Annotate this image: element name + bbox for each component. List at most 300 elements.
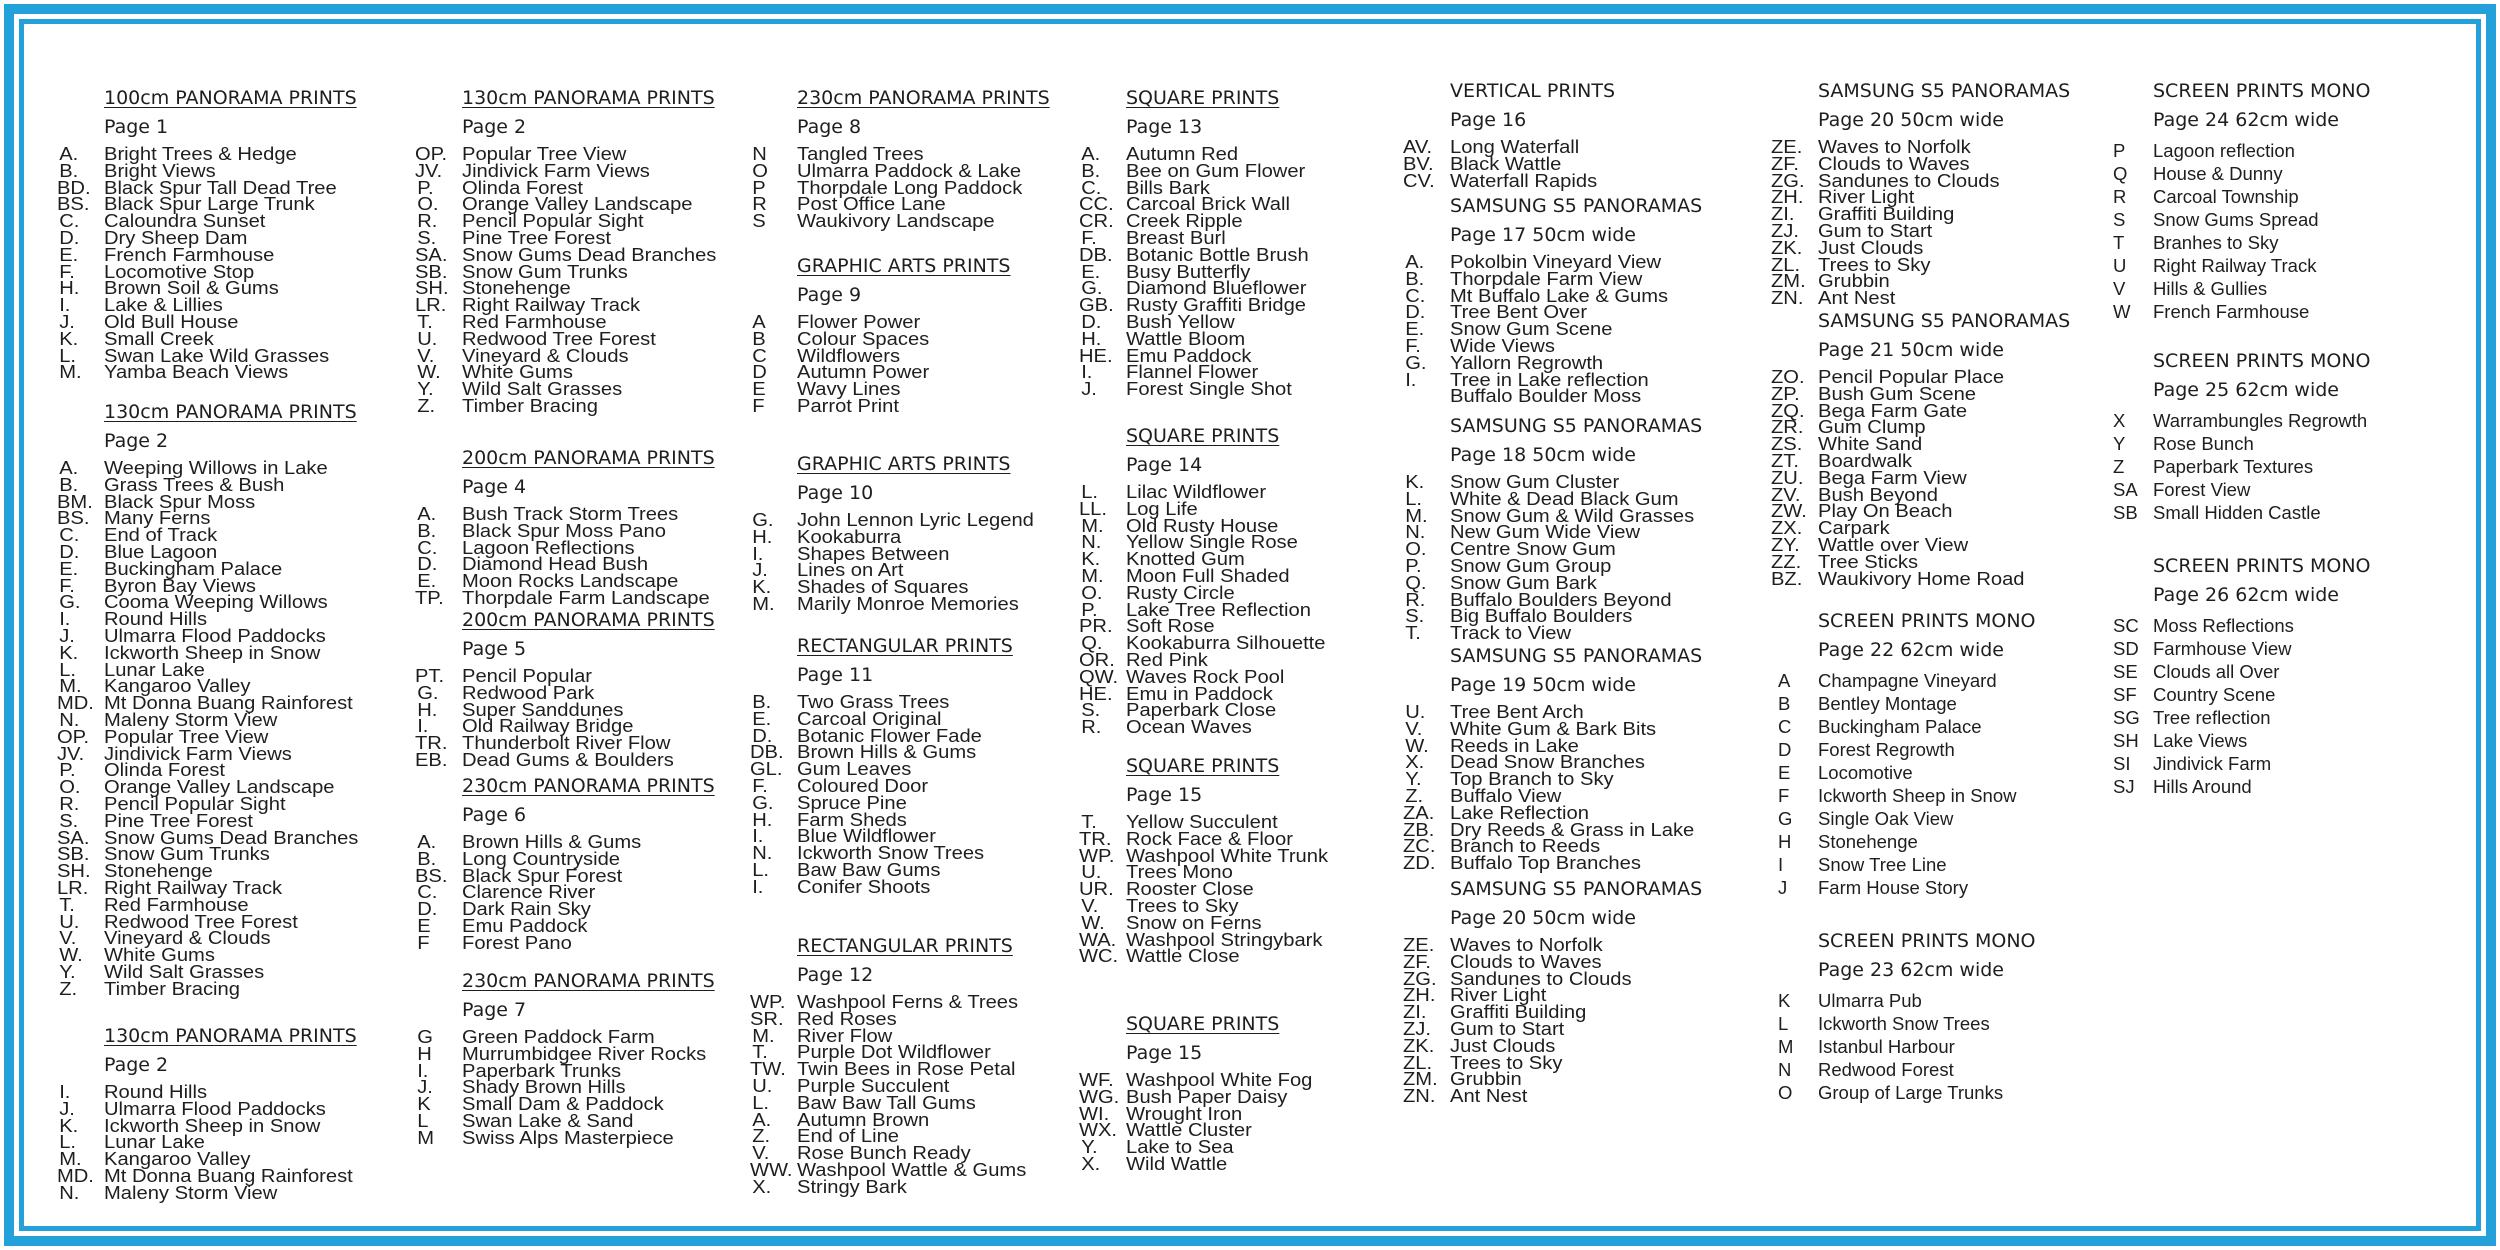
section-page: Page 10 (797, 482, 874, 504)
item-label: Trees Mono (1126, 862, 1233, 883)
item-label: Black Spur Moss (104, 491, 256, 512)
item-label: Waukivory Home Road (1818, 568, 2025, 589)
item-label: Snow Gum Group (1450, 555, 1612, 576)
item-code: B. (417, 520, 437, 541)
catalog-section (1778, 605, 2036, 899)
item-code: P. (417, 177, 434, 198)
item-code: H. (1081, 328, 1102, 349)
item-list (1778, 989, 2036, 1104)
section-page: Page 1 (104, 116, 169, 138)
catalog-section (56, 82, 357, 383)
item-label: Right Railway Track (2153, 255, 2317, 276)
item-label: Moon Rocks Landscape (462, 571, 679, 592)
item-code: SH (2113, 730, 2139, 751)
item-code: ZN. (1770, 288, 1804, 309)
catalog-section (414, 442, 715, 608)
item-code: A. (417, 504, 437, 524)
list-item (2113, 729, 2371, 752)
item-label: Wattle Close (1126, 946, 1240, 967)
item-code: SR. (749, 1008, 784, 1029)
item-code: V. (1405, 718, 1423, 739)
item-code: E (1778, 762, 1791, 783)
catalog-section (1402, 75, 1616, 191)
item-label: Wildflowers (797, 345, 901, 366)
item-code: B (752, 328, 766, 349)
item-label: Jindivick Farm Views (462, 160, 650, 181)
item-label: Bush Gum Scene (1818, 383, 1977, 404)
section-title: VERTICAL PRINTS (1450, 80, 1616, 102)
item-label: Group of Large Trunks (1818, 1082, 2004, 1103)
item-label: Super Sanddunes (462, 699, 624, 720)
item-label: Kangaroo Valley (104, 676, 251, 697)
item-label: Wide Views (1450, 335, 1555, 356)
item-label: Waukivory Landscape (797, 211, 995, 232)
item-label: Stonehenge (104, 861, 213, 882)
item-code: PR. (1078, 616, 1113, 637)
item-label: Stringy Bark (797, 1176, 907, 1197)
section-page: Page 2 (104, 1054, 169, 1076)
item-label: New Gum Wide View (1450, 522, 1641, 543)
item-code: DB. (749, 742, 784, 763)
item-label: Snow Gums Dead Branches (104, 827, 359, 848)
item-label: Mt Donna Buang Rainforest (104, 1165, 353, 1186)
item-label: Purple Succulent (797, 1075, 950, 1096)
section-title: SCREEN PRINTS MONO (2153, 350, 2371, 372)
item-code: Z. (417, 395, 436, 416)
item-label: Lunar Lake (104, 1132, 205, 1153)
item-code: K. (1081, 549, 1101, 570)
list-item (1778, 715, 2036, 738)
list-item (417, 1127, 745, 1148)
item-label: Play On Beach (1818, 501, 1953, 522)
item-label: Stonehenge (1818, 831, 1918, 852)
item-code: ZI. (1770, 204, 1795, 225)
item-label: River Light (1450, 985, 1547, 1006)
item-list (1770, 137, 2070, 309)
item-code: ZL. (1402, 1052, 1433, 1073)
section-page: Page 26 62cm wide (2153, 584, 2339, 606)
item-code: P. (59, 760, 76, 781)
item-code: ZD. (1402, 853, 1436, 874)
item-list (752, 510, 1034, 614)
item-label: Forest View (2153, 479, 2251, 500)
catalog-section (752, 448, 1034, 614)
list-item (59, 1182, 387, 1203)
list-item (1778, 1012, 2036, 1035)
item-label: Snow on Ferns (1126, 912, 1262, 933)
item-list (414, 832, 715, 953)
item-label: Wild Salt Grasses (104, 961, 265, 982)
item-label: Top Branch to Sky (1450, 769, 1614, 790)
item-code: I. (752, 826, 764, 847)
item-list (56, 144, 357, 383)
item-label: Brown Hills & Gums (797, 742, 977, 763)
item-label: Gum Leaves (797, 759, 912, 780)
item-label: Thorpdale Farm Landscape (462, 587, 710, 608)
item-label: Lake Tree Reflection (1126, 599, 1311, 620)
item-label: Rooster Close (1126, 879, 1254, 900)
item-label: Caloundra Sunset (104, 211, 266, 232)
catalog-section (1078, 750, 1329, 967)
list-item (1778, 692, 2036, 715)
item-code: S. (417, 227, 437, 248)
section-title: SCREEN PRINTS MONO (2153, 80, 2371, 102)
item-code: C. (59, 211, 80, 232)
item-label: Buckingham Palace (1818, 716, 1982, 737)
item-label: Ickworth Sheep in Snow (1818, 785, 2017, 806)
item-label: Forest Regrowth (1818, 739, 1955, 760)
item-code: B. (59, 160, 79, 181)
section-page: Page 24 62cm wide (2153, 109, 2339, 131)
item-label: Paperbark Textures (2153, 456, 2314, 477)
item-label: Lines on Art (797, 560, 904, 581)
item-list (414, 666, 715, 770)
item-label: Orange Valley Landscape (462, 194, 693, 215)
item-list (749, 992, 1027, 1197)
item-code: OP. (56, 726, 90, 747)
item-code: SD (2113, 638, 2139, 659)
item-code: CV. (1402, 170, 1435, 191)
item-label: Autumn Brown (797, 1109, 930, 1130)
item-code: C. (417, 882, 438, 903)
item-label: Yamba Beach Views (104, 362, 289, 383)
item-code: B. (59, 474, 79, 495)
item-label: Trees to Sky (1450, 1052, 1563, 1073)
item-label: Creek Ripple (1126, 211, 1243, 232)
item-code: L. (59, 1132, 77, 1153)
item-label: Washpool White Fog (1126, 1070, 1313, 1090)
item-label: Clarence River (462, 882, 596, 903)
item-code: L. (59, 659, 77, 680)
item-label: Thunderbolt River Flow (462, 733, 671, 754)
item-label: Bush Track Storm Trees (462, 504, 679, 524)
item-label: Bush Paper Daisy (1126, 1086, 1288, 1107)
item-label: Carcoal Original (797, 708, 942, 729)
catalog-section (56, 396, 359, 999)
list-item (752, 876, 1039, 897)
item-code: SA. (56, 827, 90, 848)
list-item (2113, 254, 2371, 277)
section-title: 130cm PANORAMA PRINTS (462, 87, 715, 109)
item-code: L. (752, 1092, 770, 1113)
item-label: John Lennon Lyric Legend (797, 510, 1034, 530)
item-label: Pencil Popular Place (1818, 367, 2005, 387)
item-label: Warrambungles Regrowth (2153, 410, 2368, 431)
item-label: Branhes to Sky (2153, 232, 2279, 253)
item-code: ZH. (1402, 985, 1436, 1006)
section-title: 230cm PANORAMA PRINTS (462, 775, 715, 797)
item-list (1402, 935, 1702, 1107)
item-label: Byron Bay Views (104, 575, 257, 596)
list-item (2113, 455, 2371, 478)
catalog-section (752, 82, 1050, 232)
item-code: Y. (59, 961, 76, 982)
section-title: SCREEN PRINTS MONO (1818, 610, 2036, 632)
item-label: River Flow (797, 1025, 893, 1046)
item-code: L (1778, 1013, 1789, 1034)
section-page: Page 25 62cm wide (2153, 379, 2339, 401)
item-label: Snow Gum Trunks (104, 844, 270, 865)
item-label: Busy Butterfly (1126, 261, 1251, 282)
item-label: Waterfall Rapids (1450, 170, 1598, 191)
item-label: Thorpdale Long Paddock (797, 177, 1023, 198)
section-page: Page 9 (797, 284, 862, 306)
list-item (2113, 139, 2371, 162)
item-code: L. (59, 345, 77, 366)
item-list (2113, 139, 2371, 323)
item-label: Black Spur Tall Dead Tree (104, 177, 337, 198)
list-item (1778, 669, 2036, 692)
item-code: R. (59, 793, 80, 814)
section-page: Page 15 (1126, 1042, 1203, 1064)
item-code: D. (1081, 311, 1102, 332)
item-code: ZE. (1770, 137, 1803, 157)
item-label: Swan Lake Wild Grasses (104, 345, 330, 366)
item-code: TW. (749, 1059, 786, 1080)
item-code: GL. (749, 759, 783, 780)
item-label: Moon Full Shaded (1126, 565, 1290, 586)
item-label: Wattle Cluster (1126, 1120, 1252, 1141)
item-label: Washpool Wattle & Gums (797, 1159, 1027, 1180)
item-code: R. (1405, 589, 1426, 610)
item-code: V. (417, 345, 435, 366)
item-label: River Light (1818, 187, 1915, 208)
item-code: I. (752, 543, 764, 564)
item-code: T. (417, 311, 433, 332)
item-code: F. (59, 261, 75, 282)
item-code: U (2113, 255, 2127, 276)
item-label: Jindivick Farm (2153, 753, 2272, 774)
item-label: Waves to Norfolk (1818, 137, 1971, 157)
item-code: D. (1405, 302, 1426, 323)
section-title: 230cm PANORAMA PRINTS (462, 970, 715, 992)
item-code: T. (1081, 812, 1097, 832)
item-code: H (1778, 831, 1792, 852)
item-code: M (1778, 1036, 1794, 1057)
item-code: JV. (56, 743, 85, 764)
item-code: A (1778, 670, 1791, 691)
item-label: Washpool Stringybark (1126, 929, 1323, 950)
section-page: Page 19 50cm wide (1450, 674, 1636, 696)
list-item (2113, 185, 2371, 208)
item-code: N. (59, 1182, 80, 1203)
catalog-section (414, 604, 715, 770)
item-code: B. (1405, 268, 1425, 289)
section-page: Page 15 (1126, 784, 1203, 806)
item-list (752, 144, 1050, 232)
item-code: E (752, 379, 766, 400)
item-code: SH. (414, 278, 449, 299)
item-label: Gum to Start (1450, 1018, 1565, 1039)
item-label: Grubbin (1818, 271, 1890, 292)
item-label: Shapes Between (797, 543, 950, 564)
item-label: Sandunes to Clouds (1818, 170, 2000, 191)
item-code: K (1778, 990, 1791, 1011)
item-label: Spruce Pine (797, 792, 907, 813)
item-label: Bega Farm View (1818, 467, 1967, 488)
item-label: Pencil Popular Sight (104, 793, 286, 814)
item-code: WX. (1078, 1120, 1118, 1141)
item-code: ZG. (1770, 170, 1805, 191)
item-label: Tree Bent Over (1450, 302, 1588, 323)
list-item (1778, 830, 2036, 853)
item-code: ZE. (1402, 935, 1435, 955)
item-label: Bright Views (104, 160, 216, 181)
item-label: Coloured Door (797, 775, 929, 796)
item-label: Forest Single Shot (1126, 379, 1292, 400)
item-label: Autumn Red (1126, 144, 1239, 164)
item-code: Z. (752, 1126, 771, 1147)
item-label: Shades of Squares (797, 577, 969, 598)
item-code: SI (2113, 753, 2131, 774)
item-code: SB. (414, 261, 448, 282)
item-code: MD. (56, 1165, 94, 1186)
item-code: SC (2113, 615, 2139, 636)
item-label: Shady Brown Hills (462, 1077, 626, 1098)
item-code: C. (417, 537, 438, 558)
item-code: K. (59, 1115, 79, 1136)
item-label: French Farmhouse (104, 244, 275, 265)
item-code: UR. (1078, 879, 1114, 900)
item-label: Track to View (1450, 623, 1572, 644)
item-code: K. (752, 577, 772, 598)
item-code: H. (417, 699, 438, 720)
item-label: Right Railway Track (104, 877, 283, 898)
item-label: Mt Buffalo Lake & Gums (1450, 285, 1669, 306)
item-list (1078, 812, 1329, 967)
catalog-section (749, 630, 1013, 897)
item-label: Graffiti Building (1450, 1002, 1587, 1023)
catalog-section (417, 965, 715, 1148)
catalog-section (1402, 640, 1703, 874)
item-code: T (2113, 232, 2125, 253)
catalog-section (1405, 190, 1703, 407)
section-title: 230cm PANORAMA PRINTS (797, 87, 1050, 109)
item-label: Blue Lagoon (104, 541, 218, 562)
item-label: Farmhouse View (2153, 638, 2292, 659)
item-label: Just Clouds (1450, 1035, 1556, 1056)
item-code: Q. (1081, 633, 1103, 654)
item-code: J. (417, 1077, 433, 1098)
item-code: K. (59, 642, 79, 663)
item-label: Ulmarra Flood Paddocks (104, 1098, 326, 1119)
item-label: Conifer Shoots (797, 876, 931, 897)
item-code: A (752, 312, 766, 332)
section-title: SQUARE PRINTS (1126, 755, 1280, 777)
item-code: ZM. (1402, 1069, 1438, 1090)
item-code: LL. (1078, 498, 1107, 519)
item-label: Pencil Popular (462, 666, 593, 686)
item-label: Country Scene (2153, 684, 2276, 705)
item-code: G. (1081, 278, 1103, 299)
item-code: G. (752, 792, 774, 813)
section-title: SQUARE PRINTS (1126, 1013, 1280, 1035)
item-label: Old Railway Bridge (462, 716, 634, 737)
item-code: B. (1081, 160, 1101, 181)
item-code: I (1778, 854, 1784, 875)
list-item (2113, 432, 2371, 455)
section-title: 130cm PANORAMA PRINTS (104, 401, 357, 423)
list-item (1081, 1153, 1298, 1174)
list-item (1778, 989, 2036, 1012)
item-code: E. (59, 244, 79, 265)
item-code: CC. (1078, 194, 1114, 215)
item-label: Buffalo Boulder Moss (1450, 386, 1642, 407)
list-item (417, 932, 745, 953)
list-item (752, 211, 1080, 232)
item-code: H (417, 1043, 432, 1064)
item-label: Snow Gums Spread (2153, 209, 2319, 230)
item-label: Red Farmhouse (462, 311, 607, 332)
list-item (2113, 637, 2371, 660)
item-label: Boardwalk (1818, 450, 1913, 471)
item-label: Vineyard & Clouds (462, 345, 629, 366)
item-label: Flower Power (797, 312, 921, 332)
item-label: Murrumbidgee River Rocks (462, 1043, 707, 1064)
item-code: AV. (1402, 137, 1433, 157)
item-list (1770, 367, 2070, 589)
item-code: M. (1081, 565, 1104, 586)
item-code: G. (1405, 352, 1427, 373)
item-code: SB. (56, 844, 90, 865)
item-code: ZK. (1402, 1035, 1435, 1056)
item-label: Kookaburra (797, 526, 902, 547)
list-item (1778, 784, 2036, 807)
item-label: Bee on Gum Flower (1126, 160, 1306, 181)
item-code: D (1778, 739, 1792, 760)
item-label: Just Clouds (1818, 237, 1924, 258)
item-code: WF. (1078, 1070, 1114, 1090)
item-code: V (2113, 278, 2126, 299)
item-list (417, 1027, 715, 1148)
list-item (2113, 683, 2371, 706)
item-code: F. (752, 775, 768, 796)
item-code: P. (1405, 555, 1422, 576)
item-label: Old Bull House (104, 311, 239, 332)
list-item (2113, 501, 2371, 524)
item-code: WP. (1078, 845, 1115, 866)
item-code: I. (1081, 362, 1093, 383)
item-code: BD. (56, 177, 91, 198)
item-label: Small Dam & Paddock (462, 1094, 664, 1115)
item-label: White Gums (104, 945, 215, 966)
item-code: SG (2113, 707, 2140, 728)
item-code: CR. (1078, 211, 1114, 232)
item-label: Snow Gum Cluster (1450, 472, 1620, 492)
item-label: Buckingham Palace (104, 558, 283, 579)
catalog-section (1405, 410, 1703, 644)
item-code: ZA. (1402, 802, 1435, 823)
item-label: Parrot Print (797, 395, 899, 416)
item-code: O. (417, 194, 439, 215)
section-title: SAMSUNG S5 PANORAMAS (1450, 195, 1703, 217)
item-label: White Sand (1818, 434, 1923, 455)
item-label: Many Ferns (104, 508, 211, 529)
item-code: ZJ. (1402, 1018, 1431, 1039)
item-code: U. (1081, 862, 1102, 883)
item-label: Ickworth Snow Trees (797, 843, 985, 864)
item-code: X. (752, 1176, 772, 1197)
list-item (2113, 478, 2371, 501)
section-title: SCREEN PRINTS MONO (2153, 555, 2371, 577)
item-code: BM. (56, 491, 93, 512)
item-code: ZU. (1770, 467, 1804, 488)
item-list (56, 1082, 357, 1203)
item-code: J. (59, 625, 75, 646)
item-code: R. (417, 211, 438, 232)
item-code: R (752, 194, 767, 215)
item-label: Black Spur Moss Pano (462, 520, 666, 541)
